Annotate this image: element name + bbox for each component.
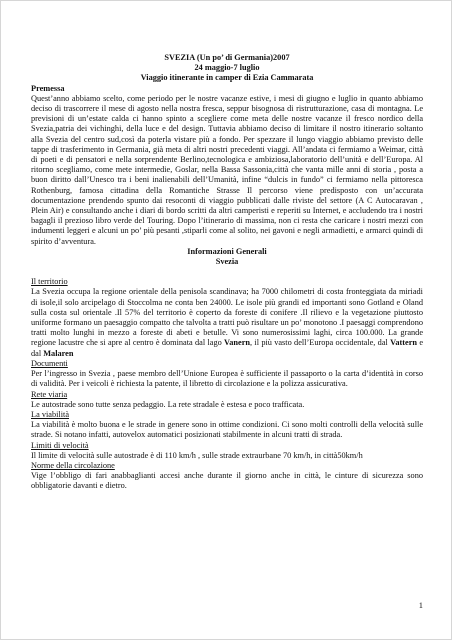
territorio-heading: Il territorio <box>31 277 68 287</box>
rete-heading: Rete viaria <box>31 389 68 399</box>
viabilita-text: La viabilità è molto buona e le strade in genere sono in ottime condizioni. Ci sono molti controlli della velocità sulle strade. Si notano infatti, autovelox automatici posizionati stabilmente in alcuni tratti di strada. <box>31 420 423 440</box>
territorio-text <box>31 287 423 358</box>
lake-vattern: Vattern <box>390 338 418 348</box>
territorio-text-c: e dal <box>31 338 424 358</box>
title-line-3: Viaggio itinerante in camper di Ezia Cammarata <box>140 73 314 83</box>
premessa-heading: Premessa <box>31 83 65 93</box>
info-subheading: Svezia <box>215 257 239 267</box>
premessa-text: Quest’anno abbiamo scelto, come periodo per le nostre vacanze estive, i mesi di giugno e luglio in quanto abbiamo deciso di trascorrere il mese di agosto nella nostra fresca, seppur bisognosa di ristrutturazione, casa di montagna. Le previsioni di un’estate calda ci hanno spinto a scegliere come meta delle nostre vacanze il fresco nordico della Svezia,patria dei vichinghi, della luce e del design. Tuttavia abbiamo deciso di limitare il nostro itinerario soltanto alla Svezia del centro sud,così da poterla vistare più a fondo. Per spezzare il lungo viaggio abbiamo previsto delle tappe di trasferimento in Germania, già meta di altri nostri precedenti viaggi. All’andata ci fermiamo a Weimar, città di poeti e di pensatori e nella sorprendente Berlino,tecnologica e ambiziosa,laboratorio dell’unità e dell’Europa. Al ritorno scegliamo, come mete intermedie, Goslar, nella Bassa Sassonia,città che vanta mille anni di storia , posta a buon diritto dall’Unesco tra i beni inalienabili dell’Umanità, infine “dulcis in fundo” ci fermiamo nella pittoresca Rothenburg, famosa cittadina della Romantiche Strasse Il percorso viene predisposto con un’accurata documentazione prendendo spunto dai resoconti di viaggio pubblicati dalle riviste del settore (A C Autocaravan , Plein Air) e consultando anche i diari di bordo scritti da altri camperisti e reperiti su Internet, e accludendo tra i nostri bagagli il prezioso libro verde del Touring. Dopo l’itinerario di massima, non ci resta che caricare i nostri mezzi con indumenti leggeri e alcuni un po’ più pesanti ,stiparli come al solito, nei gavoni e negli armadietti, e armarci quindi di spirito d’avventura. <box>31 93 423 246</box>
page-number: 1 <box>418 600 423 610</box>
lake-malaren: Malaren <box>43 348 74 358</box>
limiti-text: Il limite di velocità sulle autostrade è di 110 km/h , sulle strade extraurbane 70 km/h, in città50km/h <box>31 450 363 460</box>
lake-vanern: Vanern <box>224 338 251 348</box>
title-line-1: SVEZIA (Un po’ di Germania)2007 <box>164 53 290 62</box>
document-body <box>31 53 423 492</box>
viabilita-heading: La viabilità <box>31 409 70 419</box>
spacer <box>31 267 423 277</box>
limiti-heading: Limiti di velocità <box>31 440 89 450</box>
norme-heading: Norme della circolazione <box>31 460 115 470</box>
documenti-heading: Documenti <box>31 358 68 368</box>
norme-text: Vige l’obbligo di fari anabbaglianti accesi anche durante il giorno anche in città, le cinture di sicurezza sono obbligatorie davanti e dietro. <box>31 471 423 491</box>
territorio-text-b: , il più vasto dell’Europa occidentale, dal <box>250 338 391 348</box>
title-line-2: 24 maggio-7 luglio <box>194 63 260 73</box>
info-heading: Informazioni Generali <box>187 246 267 256</box>
territorio-text-a: La Svezia occupa la regione orientale della penisola scandinava; ha 7000 chilometri di costa fronteggiata da miriadi di isole,il solo arcipelago di Stoccolma ne conta ben 24000. Le isole più grandi ed importanti sono Gotland e Oland sulla costa sul orientale .Il 57% del territorio è coperto da foreste di conifere .Il rilievo e la vegetazione piuttosto uniforme formano un paesaggio compatto che talvolta a tratti può risultare un po’ monotono .I paesaggi comprendono tratti molto lunghi in mezzo a foreste di abeti e betulle. Vi sono numerosissimi laghi, circa 100.000. La grande regione lacustre che si apre al centro è dominata dal lago <box>31 287 423 348</box>
rete-text: Le autostrade sono tutte senza pedaggio. La rete stradale è estesa e poco trafficata. <box>31 399 305 409</box>
documenti-text: Per l’ingresso in Svezia , paese membro dell’Unione Europea è sufficiente il passaporto o la carta d’identità in corso di validità. Per i veicoli è richiesta la patente, il libretto di circolazione e la polizza assicurativa. <box>31 369 423 389</box>
